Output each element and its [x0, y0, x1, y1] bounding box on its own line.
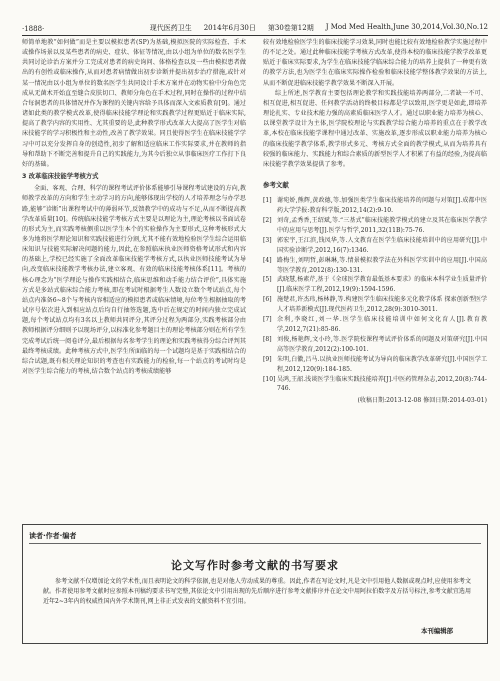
reference-number: [9] — [263, 355, 272, 363]
reference-text: 吴鸿,王韶.浅谈医学生临床实践技能培养[J].中医药管理杂志,2012,20(8):744-746. — [277, 375, 487, 393]
notice-category-tag: 读者·作者·编者 — [29, 532, 77, 540]
reference-item — [263, 355, 487, 375]
body-paragraph: 较有效地检验医学生的临床技能学习效果,同时也能比较有效地检验教学实施过程中的不足之处。通过此种临床技能学考核方式改革,使得本校的临床技能学教学改革更贴近于临床实际要求,为学生在临床技能学临床综合能力的培养上提供了一种更有效的教学方法,也为医学生在临床实际操作检验和临床技能学整体教学效果的方法上,从而不断促进临床技能学教学效果不断深入开展。 — [263, 39, 487, 87]
section-heading: 3 改革临床技能学考核方式 — [22, 173, 99, 181]
reference-number: [5] — [263, 276, 272, 284]
reference-text: 谢宛娇,熊辉,黄政德,等.加强医类学生临床技能培养的问题与对策[J].成都中医药大学学报:教育科学版,2012,14(2):9-10. — [277, 197, 487, 215]
reference-number: [3] — [263, 236, 272, 244]
reference-item — [263, 315, 487, 335]
reference-text: 武晓慧,杨素芹,基于《全球医学教育最低基本要求》的临床本科学业生质量评价[J].临床医学工程,2012,19(9):1594-1596. — [277, 276, 487, 294]
reference-item — [263, 275, 487, 295]
reference-number: [2] — [263, 217, 272, 224]
reference-text: 路梅生,刘明哲,彭琳琳,等.情景模拟教学法在外科医学实训中的应用[J].中国高等医学教育,2012(8):130-131. — [277, 256, 487, 274]
reference-item — [263, 236, 487, 256]
references-heading: 参考文献 — [263, 181, 289, 190]
received-revised-dates: (收稿日期:2013-12-08 修回日期:2014-03-01) — [357, 397, 487, 405]
editorial-notice-box — [22, 524, 488, 644]
right-column — [263, 38, 487, 406]
reference-number: [6] — [263, 296, 272, 304]
reference-item — [263, 216, 487, 236]
journal-name-cn: 现代医药卫生 — [149, 24, 192, 32]
notice-title: 论文写作时参考文献的书写要求 — [171, 559, 339, 572]
notice-body: 参考文献不仅增加论文的学术性,而且表明论文的科学依据,也是对他人劳动成果的尊重。因此,作者在写论文时,凡是文中引用他人数据或观点时,应使用参考文献。作者使用参考文献时应参照本刊稿约要求书写完整,其依论文中引用出现的先后顺序进行参考文献排序并在论文中用阿拉伯数字及方括号标注,参考文献宜选用近年2~3年内的权威性国内外学术期刊,网上非正式发表的文献资料不宜引用。 — [43, 578, 471, 606]
body-paragraph: 综上所述,医学教育主要包括理论教学和实践技能培养两部分,二者缺一不可、相互促进,相互促进、任何教学活动的终极目标都是学以致用,医学更是如此,即培养理论扎实、专业技术能力强的高素质临床医学人才。通过以职业能力培养为核心、以课堂教学设计为主体,医学院校理论与实践教学综合能力培养的重点在于教学改革,本校在临床技能学课程中通过改革、实施改革,逐步形成以职业能力培养为核心的临床技能学教学体系,教学形式多元、考核方式全面的教学模式,从而为培养具有较强的临床能力、实践能力和综合素质的新型医学人才积累了有益的经验,为提高临床技能学教学效果提供了参考。 — [263, 89, 487, 168]
left-column — [22, 38, 246, 377]
reference-item — [263, 196, 487, 216]
reference-text: 朱明,白徽,吕马.以执业医师技能考试为导向的临床教学改革研究[J].中国医学工程,2012,120(9):184-185. — [277, 355, 487, 373]
reference-item — [263, 375, 487, 395]
reference-text: 刘俊,杨艳辉,文小玲,等.医学院校课程考试评价体系的问题及对策研究[J].中国高等医学教育,2012(2):100-101. — [277, 335, 487, 353]
reference-text: 施楚君,许杰玮,杨林静,等.构建医学生临床技能多元化教学体系 探索创新型医学人才培养新模式[J].现代医药卫生,2012,28(9):3010-3011. — [277, 296, 487, 314]
journal-name-en: J Mod Med Health,June 30,2014,Vol.30,No.12 — [325, 23, 488, 31]
reference-text: 郭宏宇,王江滨,钱凤华,等.人文教育在医学生临床技能培训中的应用研究[J].中国实验诊断学,2012,16(7):1346. — [277, 236, 487, 254]
volume-cn: 第30卷第12期 — [267, 24, 314, 32]
reference-text: 刘奇,孟秀香,王绍斌,等.“三基式”临床技能教学模式的建立及其在临床医学教学中的应用与思考[J].医学与哲学,2011,32(11B):75-76. — [277, 217, 487, 234]
reference-text: 余利,李晓红,刘一华.医学生临床技能培训中如何文化育人[J].教育教学,2012,7(21):85-86. — [277, 316, 487, 333]
reference-number: [10] — [263, 375, 276, 383]
reference-item — [263, 256, 487, 276]
journal-info — [150, 23, 488, 33]
running-header — [22, 20, 488, 36]
body-paragraph: 全面、客观、合理、科学的课程考试评价体系能够引导课程考试建设的方向,教师教学改革的方向和学生主动学习的方向,能够体现出学校的人才培养理念与办学思路,能够“诊断”出课程考试中的薄弱环节,反馈教学中的成功与不足,从而不断提高教学改革质量[10]。传统临床技能学考核方式主要是以理论为主,理论考核以书面试卷的形式为主,而实践考核侧重以医学生本个的实验操作为主要形式,这种考核形式大多为地将医学理论知识和实践技能进行分割,尤其不能有效地检验医学生综合运用临床知识与技能实际解决问题的能力,因此,在参照临床执业医师资格考试形式和内容的基础上,学校已经实施了全面改革临床技能学考核方式,以执业医师技能考试为导向,改变临床技能教学考核办法,建立客观、有效的临床技能考核体系[11]。考核的核心理念为“医学理论与操作实践相结合,临床思维和动手能力结合评价”,具体实施方式是多站式临床综合能力考核,即在考试时根据考生人数设立数个考试站点,每个站点内准备6~8个与考核内容相适应的模拟患者或临床情境,每位考生根据抽取的考试序号依次进入到相应站点后均自行抽签选题,选中后在规定的时间内独立完成试题,每个考试站点均有3名以上教师共同评分,其评分过程为两部分,实践考核部分由教师根据评分细则予以现场评分,以标准化参考题目主的理论考核部分则在所有学生完成考试后统一阅卷评分,最后根据每名参考学生的理论和实践考核得分综合评判其最终考核成绩。此种考核方式中,医学生所面临的每一个试题均是基于实践相结合的综合试题,既有相关理论知识的考查也有实践能力的检验,每一个站点的考试时均是对医学生综合能力的考核,结合数个站点的考核成绩能够 — [22, 185, 246, 375]
reference-number: [7] — [263, 316, 272, 324]
reference-item — [263, 295, 487, 315]
reference-number: [4] — [263, 256, 272, 264]
page-number: ·1888· — [22, 25, 45, 33]
notice-signature: 本刊编辑部 — [421, 627, 453, 635]
body-paragraph: 师简单地教“如何做”而是主要以模拟患者(SP)为基础,模拟医院的实际检查、手术或操作场景以及某些患者的病史、症状、体征等情况,由以小组为单位的数名医学生共同讨论诊治方案并分工完成对患者的病史询问、体格检查以及一些由模拟患者做出的有创性或临床操作,从而对患者病情做出初步诊断并提出初步治疗措施,或针对某一情况由以小组为单位的数名医学生共同设计手术方案并在动物实验中分角色完成从无菌术开始直至缝合皮肤切口、教师分角色在手术过程,同时在操作的过程中结合每洞患者的具体情况并作为课程的关键内容给予具体而深入文索质教育[9]。通过诸如此类的教学模式改革,使得临床技能学理论和实践教学过程更贴近于临床实际,提高了教学内容的实用性、尤其重要的是,此种教学形式改革大大提高了医学生对临床技能学的学习积极性和主动性,改善了教学效果。同且使得医学生在临床技能学学习中可以充分发挥自身的创造性,初步了解和适应临床工作实际要求,并在教师的指导和帮助下不断完善和提升自己的实践能力,为其今后独立从事临床医疗工作打下良好的基础。 — [22, 39, 246, 168]
reference-item — [263, 335, 487, 355]
divider — [29, 543, 481, 544]
issue-date-cn: 2014年6月30日 — [203, 24, 256, 32]
reference-number: [8] — [263, 335, 272, 343]
reference-number: [1] — [263, 197, 272, 205]
reference-list — [263, 196, 487, 394]
